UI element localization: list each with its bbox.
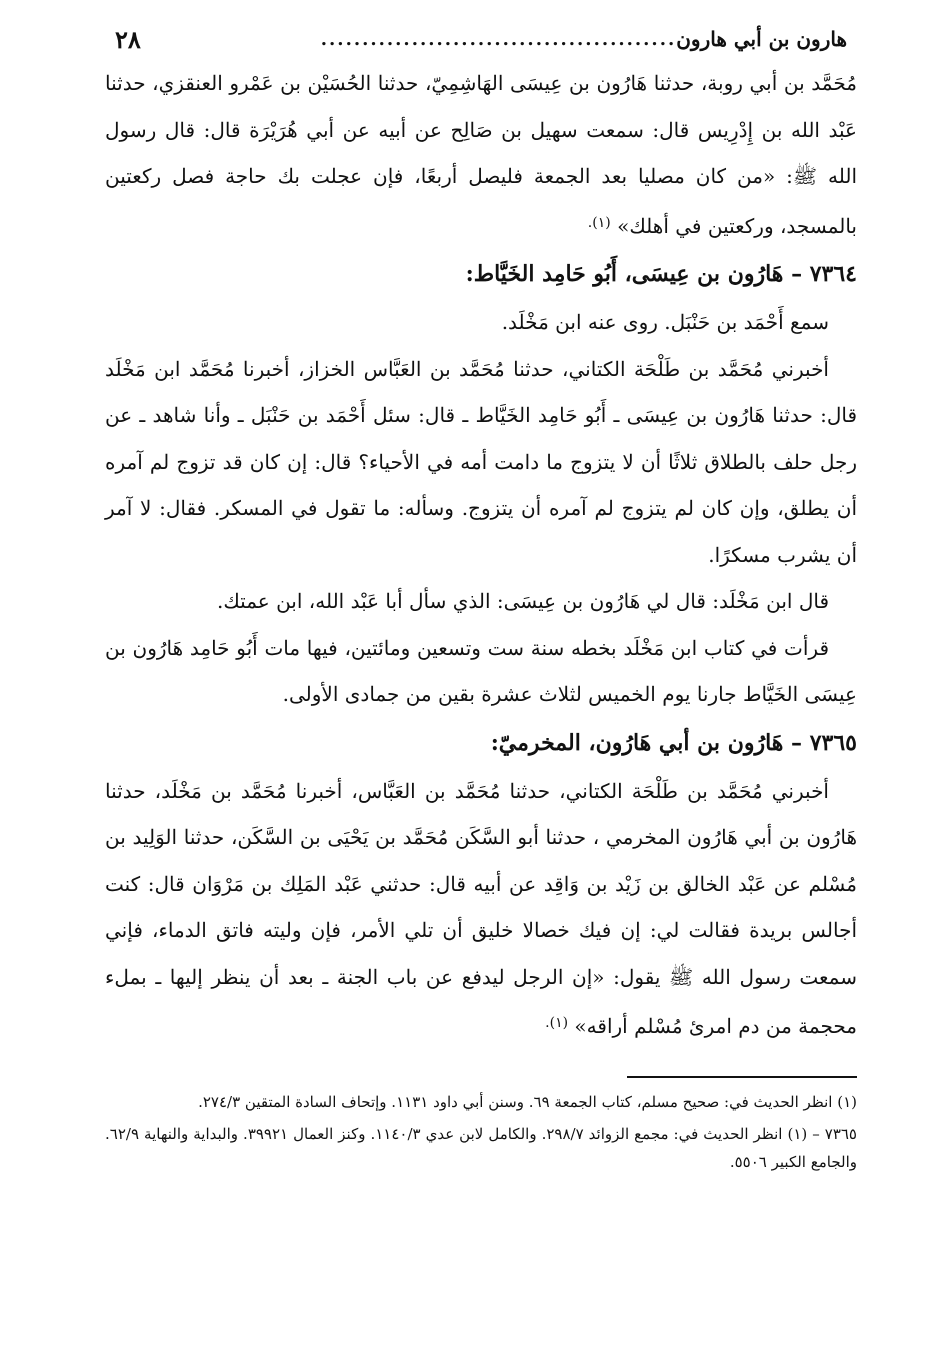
footnote-separator [627, 1076, 857, 1078]
footnote-2: ٧٣٦٥ – (١) انظر الحديث في: مجمع الزوائد ٢٩٨/٧. والكامل لابن عدي ١١٤٠/٣. وكنز العمال ٣٩٩٢١. والبداية والنهاية ٦٢/٩. والجامع الكبير ٥٥٠٦. [105, 1124, 857, 1171]
footnote-1: (١) انظر الحديث في: صحيح مسلم، كتاب الجمعة ٦٩. وسنن أبي داود ١١٣١. وإتحاف السادة المتقين ٢٧٤/٣. [198, 1092, 857, 1111]
paragraph-6 [105, 768, 857, 1050]
running-title: هارون بن أبي هارون [676, 27, 847, 51]
book-page [105, 18, 857, 1180]
page-number: ٢٨ [115, 24, 141, 54]
paragraph-2: سمع أَحْمَد بن حَنْبَل. روى عنه ابن مَخْلَد. [501, 310, 829, 334]
paragraph-1-text: مُحَمَّد بن أبي روبة، حدثنا هَارُون بن عِيسَى الهَاشِمِيّ، حدثنا الحُسَيْن بن عَمْرو العنقزي، حدثنا عَبْد الله بن إِدْرِيس قال: سمعت سهيل بن صَالِح عن أبيه عن أبي هُرَيْرَة قال: قال رسول الله ﷺ: «من كان مصليا بعد الجمعة فليصل أربعًا، فإن عجلت بك حاجة فصل ركعتين بالمسجد، وركعتين في أهلك» [105, 71, 857, 238]
footnote-ref-1: (١). [587, 214, 611, 231]
entry-heading-7364: ٧٣٦٤ – هَارُون بن عِيسَى، أَبُو حَامِد الخَيَّاط: [465, 261, 857, 287]
paragraph-3: أخبرني مُحَمَّد بن طَلْحَة الكتاني، حدثنا مُحَمَّد بن العَبَّاس الخزاز، أخبرنا مُحَمَّد ابن مَخْلَد قال: حدثنا هَارُون بن عِيسَى ـ أَبُو حَامِد الخَيَّاط ـ قال: سئل أَحْمَد بن حَنْبَل ـ وأنا شاهد ـ عن رجل حلف بالطلاق ثلاثًا أن لا يتزوج ما دامت أمه في الأحياء؟ قال: إن كان قد تزوج لم آمره أن يطلق، وإن كان لم يتزوج لم آمره أن يتزوج. وسأله: ما تقول في المسكر. فقال: لا آمر أن يشرب مسكرًا. [105, 356, 858, 567]
page-header [105, 18, 857, 60]
entry-heading-7365: ٧٣٦٥ – هَارُون بن أبي هَارُون، المخرميّ: [490, 729, 857, 756]
header-dots: ........................................... [320, 28, 677, 50]
paragraph-4: قال ابن مَخْلَد: قال لي هَارُون بن عِيسَى: الذي سأل أبا عَبْد الله، ابن عمتك. [216, 589, 829, 613]
paragraph-5: قرأت في كتاب ابن مَخْلَد بخطه سنة ست وتسعين ومائتين، فيها مات أَبُو حَامِد هَارُون بن عِيسَى الخَيَّاط جارنا يوم الخميس لثلاث عشرة بقين من جمادى الأولى. [105, 635, 857, 706]
paragraph-1 [105, 60, 857, 249]
footnote-ref-2: (١). [545, 1015, 569, 1031]
paragraph-6-text: أخبرني مُحَمَّد بن طَلْحَة الكتاني، حدثنا مُحَمَّد بن العَبَّاس، أخبرنا مُحَمَّد بن مَخْلَد، حدثنا هَارُون بن أبي هَارُون المخرمي ، حدثنا أبو السَّكَن مُحَمَّد بن يَحْيَى بن السَّكَن، حدثنا الوَلِيد بن مُسْلم عن عَبْد الخالق بن زَيْد بن وَاقِد عن أبيه قال: حدثني عَبْد المَلِك بن مَرْوَان قال: كنت أجالس بريدة فقالت لي: إن فيك خصالا خليق أن تلي الأمر، فإن وليته فاتق الدماء، فإني سمعت رسول الله ﷺ يقول: «إن الرجل ليدفع عن باب الجنة ـ بعد أن ينظر إليها ـ بملء محجمة من دم امرئ مُسْلم أراقه» [105, 778, 857, 1038]
